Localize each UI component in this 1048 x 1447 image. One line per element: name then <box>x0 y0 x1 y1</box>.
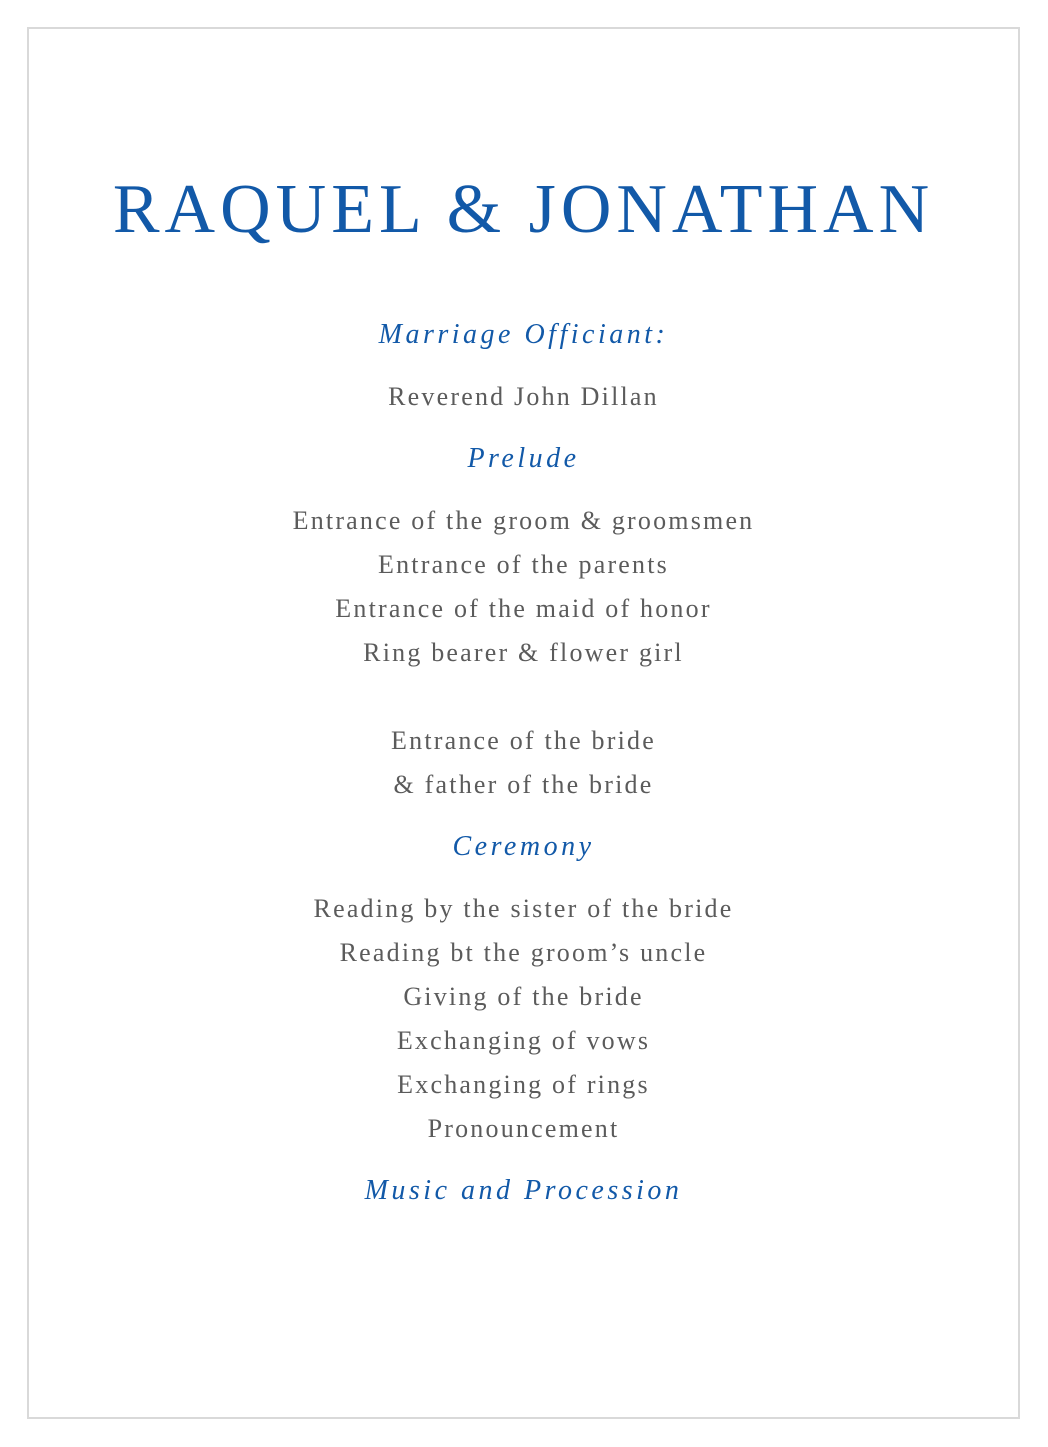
program-line: Reading by the sister of the bride <box>313 894 734 923</box>
program-line: Exchanging of vows <box>396 1026 651 1055</box>
section-lines <box>27 499 1020 807</box>
program-line: Ring bearer & flower girl <box>363 638 684 667</box>
program-sections <box>27 315 1020 1211</box>
section-heading-marriage-officiant: Marriage Officiant: <box>378 319 669 350</box>
program-line: Entrance of the maid of honor <box>335 594 712 623</box>
section-heading-prelude: Prelude <box>467 443 580 474</box>
section-lines <box>27 375 1020 419</box>
program-line: Reverend John Dillan <box>388 382 659 411</box>
program-line: Pronouncement <box>427 1114 620 1143</box>
program-line: Giving of the bride <box>403 982 644 1011</box>
page-title: RAQUEL & JONATHAN <box>112 171 935 248</box>
program-section-ceremony <box>27 807 1020 1151</box>
program-section-prelude <box>27 419 1020 807</box>
program-section-marriage-officiant <box>27 315 1020 419</box>
program-line: Entrance of the groom & groomsmen <box>292 506 755 535</box>
program-line: Reading bt the groom’s uncle <box>339 938 708 967</box>
program-line: Entrance of the bride <box>391 726 656 755</box>
section-heading-ceremony: Ceremony <box>452 831 595 862</box>
program-line: & father of the bride <box>393 770 654 799</box>
program-line-spacer <box>27 675 1020 719</box>
program-content <box>27 27 1020 1419</box>
section-lines <box>27 887 1020 1151</box>
program-line: Entrance of the parents <box>378 550 669 579</box>
program-section-music-and-procession <box>27 1151 1020 1211</box>
section-heading-music-and-procession: Music and Procession <box>364 1175 683 1206</box>
program-line: Exchanging of rings <box>397 1070 650 1099</box>
